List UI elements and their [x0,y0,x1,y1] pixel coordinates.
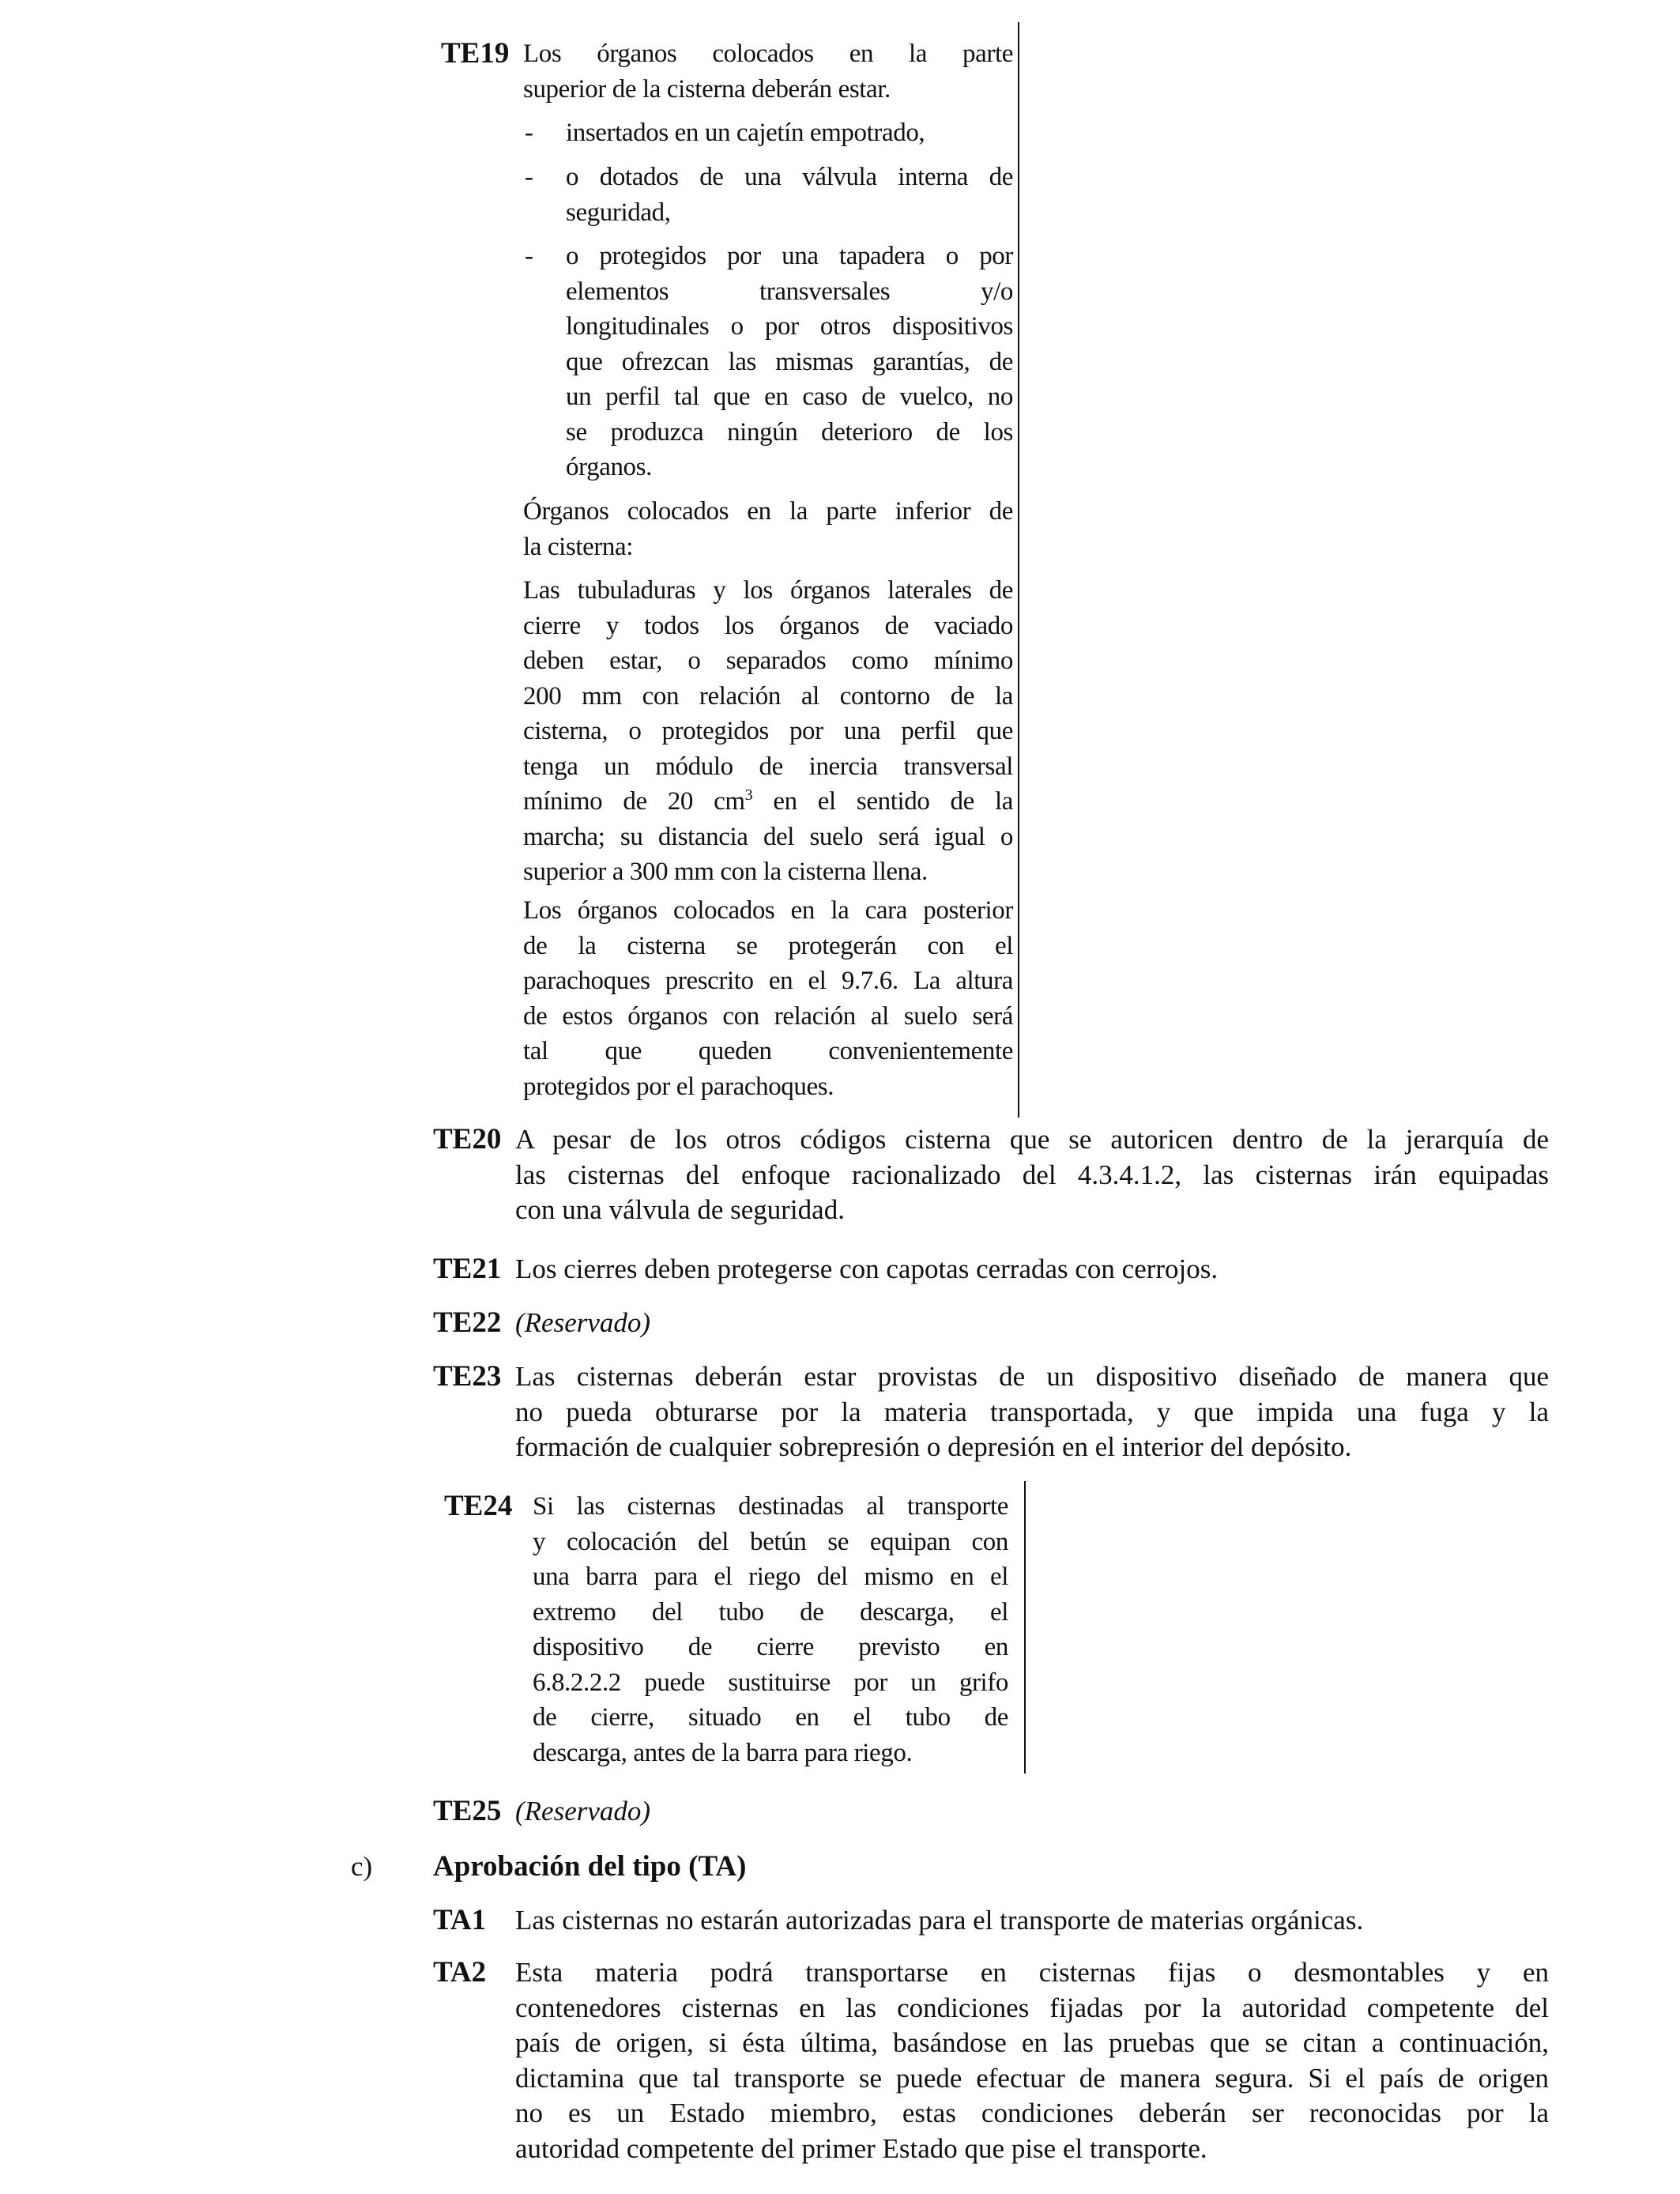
text-line: 200 mm con relación al contorno de la [523,681,1013,711]
te25-text: (Reservado) [515,1796,651,1826]
text-line: insertados en un cajetín empotrado, [566,119,925,147]
list-dash: - [525,163,533,191]
section-label: c) [351,1851,373,1882]
text-line: Las tubuladuras y los órganos laterales de [523,576,1013,605]
ta2-code: TA2 [433,1956,487,1989]
te24-code: TE24 [444,1490,513,1522]
te25-code: TE25 [433,1795,502,1827]
text-line: Los órganos colocados en la cara posterior [523,896,1013,925]
text-line: descarga, antes de la barra para riego. [533,1738,913,1767]
list-dash: - [525,119,533,147]
te20-text [515,1122,1549,1228]
text-line: elementos transversales y/o [566,277,1013,306]
revision-bar [1018,22,1019,1118]
list-dash: - [525,242,533,270]
text-line: Los órganos colocados en la parte [523,40,1013,68]
te22-code: TE22 [433,1306,502,1339]
text-line: A pesar de los otros códigos cisterna que se autoricen dentro de la jerarquía de [515,1124,1549,1155]
text-line: la cisterna: [523,532,634,561]
te23-code: TE23 [433,1360,502,1393]
te23-text [515,1359,1549,1465]
section-title: Aprobación del tipo (TA) [433,1850,747,1883]
text-line: un perfil tal que en caso de vuelco, no [566,383,1013,411]
text-line: se produzca ningún deterioro de los [566,417,1013,447]
text-line: autoridad competente del primer Estado que pise el transporte. [515,2132,1207,2164]
te20-code: TE20 [433,1123,502,1155]
text-line: formación de cualquier sobrepresión o depresión en el interior del depósito. [515,1431,1352,1462]
text-line: Órganos colocados en la parte inferior de [523,497,1013,526]
text-line: las cisternas del enfoque racionalizado del 4.3.4.1.2, las cisternas irán equipadas [515,1159,1549,1190]
text-line: o protegidos por una tapadera o por [566,242,1013,270]
text-line: cierre y todos los órganos de vaciado [523,611,1013,640]
text-line: Las cisternas deberán estar provistas de un dispositivo diseñado de manera que [515,1361,1549,1392]
text-line: y colocación del betún se equipan con [533,1527,1008,1556]
text-line: órganos. [566,453,652,481]
te19-rear-paragraph [523,893,1013,1104]
text-line: que ofrezcan las mismas garantías, de [566,347,1013,376]
text-line: seguridad, [566,198,671,227]
te22-text: (Reservado) [515,1307,651,1338]
text-fragment: en el sentido de la [752,787,1013,816]
text-line: de cierre, situado en el tubo de [533,1703,1008,1732]
te19-code: TE19 [441,37,510,70]
text-line: no es un Estado miembro, estas condiciones deberán ser reconocidas por la [515,2098,1549,2128]
ta2-text [515,1955,1549,2166]
text-line: extremo del tubo de descarga, el [533,1597,1008,1627]
ta1-text: Las cisternas no estarán autorizadas para el transporte de materias orgánicas. [515,1905,1364,1936]
te19-intro [523,36,1013,107]
superscript: 3 [744,786,753,804]
text-line: país de origen, si ésta última, basándose en las pruebas que se citan a continuación, [515,2027,1549,2058]
te19-item-3 [566,239,1013,485]
text-line: deben estar, o separados como mínimo [523,647,1013,675]
text-line: superior de la cisterna deberán estar. [523,74,891,104]
te24-text [533,1489,1008,1770]
text-line: marcha; su distancia del suelo será igual o [523,822,1013,851]
te19-item-2 [566,160,1013,230]
text-line: 6.8.2.2.2 puede sustituirse por un grifo [533,1668,1008,1697]
text-line: dictamina que tal transporte se puede efectuar de manera segura. Si el país de origen [515,2062,1549,2094]
ta1-code: TA1 [433,1904,487,1936]
text-line: longitudinales o por otros dispositivos [566,312,1013,341]
text-line: dispositivo de cierre previsto en [533,1633,1008,1661]
te21-code: TE21 [433,1253,502,1285]
te21-text: Los cierres deben protegerse con capotas cerradas con cerrojos. [515,1253,1219,1284]
text-line: no pueda obturarse por la materia transportada, y que impida una fuga y la [515,1396,1549,1427]
text-line: superior a 300 mm con la cisterna llena. [523,858,928,886]
text-line: o dotados de una válvula interna de [566,163,1013,191]
text-line: tal que queden convenientemente [523,1037,1013,1065]
te19-item-1 [566,115,1013,151]
text-line: de la cisterna se protegerán con el [523,931,1013,960]
text-fragment: mínimo de 20 cm [523,787,745,816]
text-line: una barra para el riego del mismo en el [533,1563,1008,1591]
text-line: con una válvula de seguridad. [515,1194,845,1225]
text-line: contenedores cisternas en las condiciones fijadas por la autoridad competente del [515,1992,1549,2023]
text-line: tenga un módulo de inercia transversal [523,752,1013,781]
text-line [523,784,1013,820]
revision-bar [1024,1481,1026,1774]
te19-lower-paragraph [523,573,1013,890]
text-line: Si las cisternas destinadas al transporte [533,1492,1008,1521]
text-line: parachoques prescrito en el 9.7.6. La altura [523,967,1013,995]
text-line: cisterna, o protegidos por una perfil que [523,717,1013,745]
text-line: protegidos por el parachoques. [523,1072,834,1101]
text-line: de estos órganos con relación al suelo será [523,1001,1013,1031]
te19-lower-title [523,494,1013,564]
text-line: Esta materia podrá transportarse en cisternas fijas o desmontables y en [515,1957,1549,1988]
